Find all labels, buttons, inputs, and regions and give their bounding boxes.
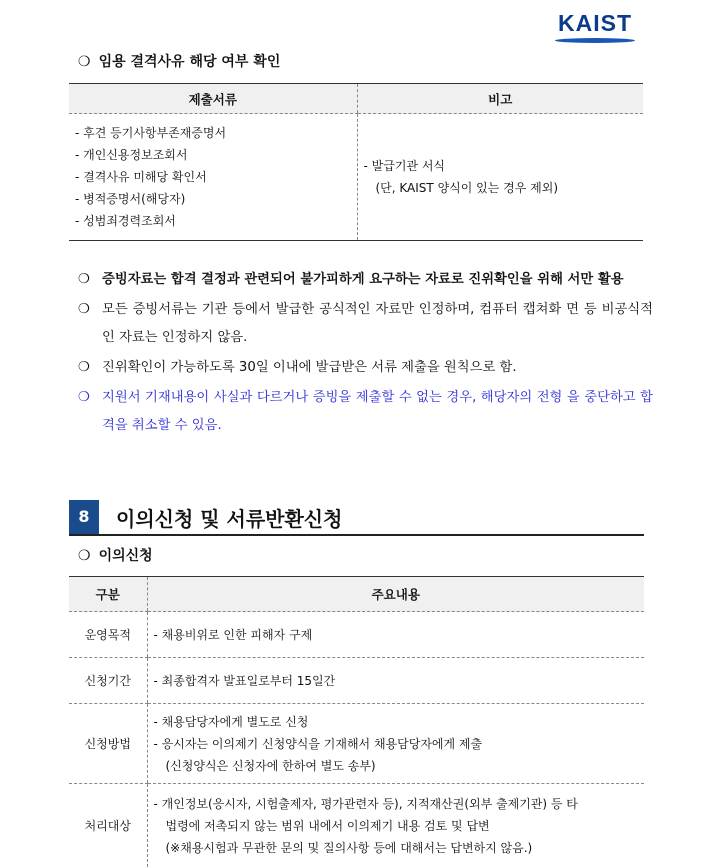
row-label: 신청방법	[69, 704, 147, 784]
table-row	[69, 704, 644, 784]
remark-line: - 발급기관 서식	[363, 159, 446, 173]
section1-heading-text: 임용 결격사유 해당 여부 확인	[98, 54, 281, 70]
row-content	[147, 658, 644, 704]
section8-header	[69, 500, 644, 536]
section-title: 이의신청 및 서류반환신청	[116, 507, 343, 531]
remarks-header: 비고	[357, 84, 643, 114]
note-item	[78, 384, 653, 440]
row-content	[147, 784, 644, 867]
note-text: 증빙자료는 합격 결정과 관련되어 불가피하게 요구하는 자료로 진위확인을 위해 서만 활용	[102, 272, 624, 287]
row-content	[147, 704, 644, 784]
row-label: 운영목적	[69, 612, 147, 658]
circle-bullet-icon: ❍	[78, 548, 91, 564]
document-item: - 후견 등기사항부존재증명서	[75, 126, 227, 140]
note-item	[78, 296, 653, 352]
note-text: 모든 증빙서류는 기관 등에서 발급한 공식적인 자료만 인정하며, 컴퓨터 캡쳐화 면 등 비공식적인 자료는 인정하지 않음.	[102, 302, 653, 345]
row-label: 처리대상	[84, 818, 131, 833]
note-text: 지원서 기재내용이 사실과 다르거나 증빙을 제출할 수 없는 경우, 해당자의 전형 을 중단하고 합격을 취소할 수 있음.	[102, 390, 653, 433]
remark-line: (단, KAIST 양식이 있는 경우 제외)	[375, 181, 559, 195]
logo-swoosh	[555, 38, 635, 43]
notes-list	[78, 266, 653, 442]
row-content	[147, 612, 644, 658]
row-line: - 개인정보(응시자, 시험출제자, 평가관련자 등), 지적재산권(외부 출제기관) 등 타	[153, 796, 578, 811]
documents-header: 제출서류	[69, 84, 357, 114]
document-item: - 결격사유 미해당 확인서	[75, 170, 207, 184]
objection-table	[69, 576, 644, 867]
table-row	[69, 612, 644, 658]
row-line: - 채용담당자에게 별도로 신청	[153, 714, 309, 729]
logo-text: KAIST	[558, 10, 632, 36]
remarks-cell	[357, 114, 643, 241]
document-item: - 개인신용정보조회서	[75, 148, 188, 162]
kaist-logo	[553, 12, 637, 46]
content-header: 주요내용	[147, 577, 644, 612]
note-item	[78, 354, 653, 382]
objection-heading-text: 이의신청	[98, 548, 153, 564]
row-label: 신청기간	[69, 658, 147, 704]
circle-bullet-icon: ❍	[78, 360, 90, 375]
row-line: - 응시자는 이의제기 신청양식을 기재해서 채용담당자에게 제출	[153, 736, 483, 751]
section-number-badge: 8	[69, 500, 99, 534]
document-item: - 병적증명서(해당자)	[75, 192, 186, 206]
row-line: (신청양식은 신청자에 한하여 별도 송부)	[165, 758, 376, 773]
objection-heading	[78, 545, 153, 565]
row-line: - 최종합격자 발표일로부터 15일간	[153, 673, 336, 688]
row-line: 법령에 저촉되지 않는 범위 내에서 이의제기 내용 검토 및 답변	[165, 818, 490, 833]
note-item	[78, 266, 653, 294]
note-text: 진위확인이 가능하도록 30일 이내에 발급받은 서류 제출을 원칙으로 함.	[102, 360, 517, 375]
table-row	[69, 784, 644, 867]
row-line: (※채용시험과 무관한 문의 및 질의사항 등에 대해서는 답변하지 않음.)	[165, 840, 533, 855]
table-row	[69, 658, 644, 704]
documents-table	[69, 83, 643, 241]
circle-bullet-icon: ❍	[78, 302, 90, 317]
circle-bullet-icon: ❍	[78, 54, 91, 70]
circle-bullet-icon: ❍	[78, 272, 90, 287]
documents-cell	[69, 114, 357, 241]
category-header: 구분	[69, 577, 147, 612]
row-line: - 채용비위로 인한 피해자 구제	[153, 627, 313, 642]
section1-heading	[78, 51, 280, 71]
document-item: - 성범죄경력조회서	[75, 214, 176, 228]
circle-bullet-icon: ❍	[78, 390, 90, 405]
